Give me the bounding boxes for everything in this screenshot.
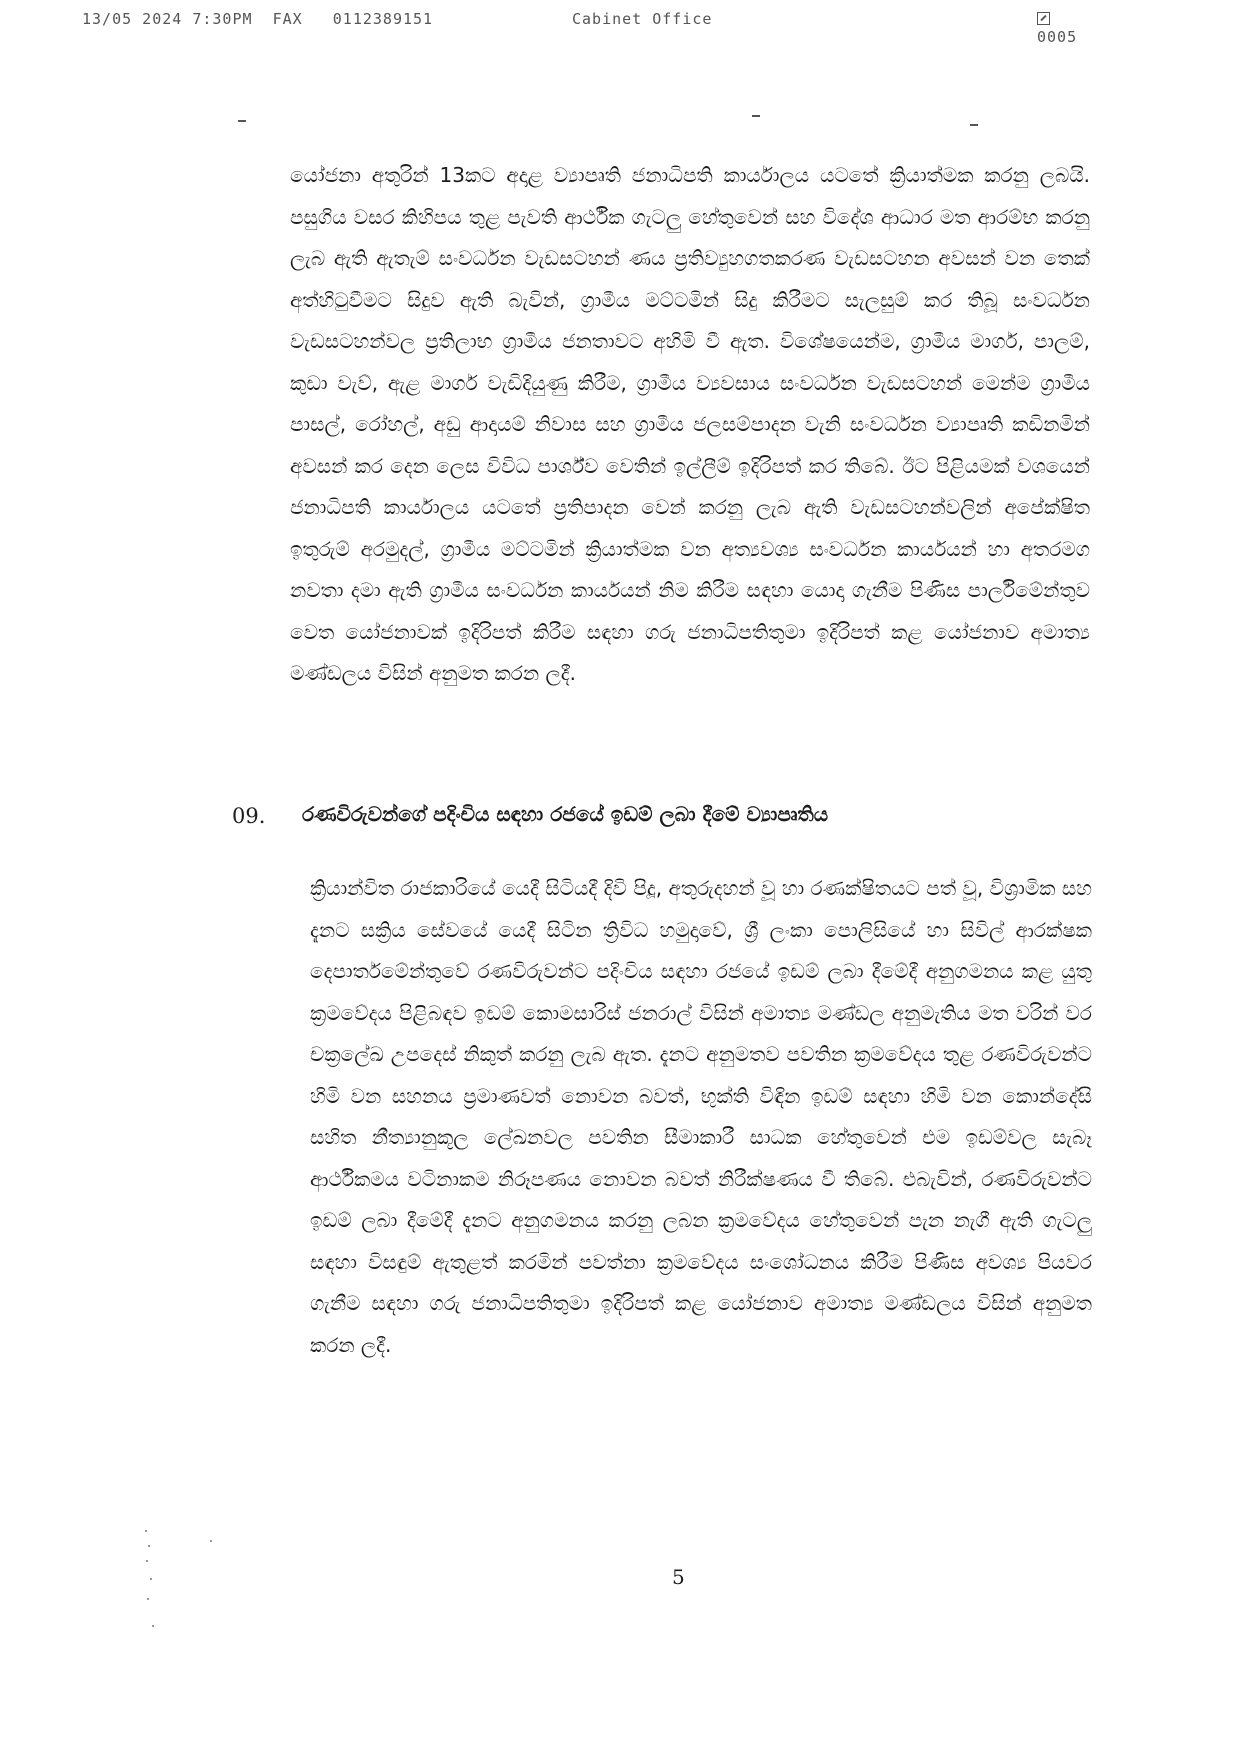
fax-page-code-wrapper [1037,10,1082,46]
scan-speck [147,1598,149,1600]
page-number: 5 [672,1565,685,1589]
scan-dash-mark [238,120,246,122]
scan-speck [146,1560,148,1562]
fax-sender: Cabinet Office [572,10,713,28]
fax-page-code: 0005 [1037,28,1078,46]
continuation-paragraph: යෝජනා අතුරින් 13කට අදාළ ව්‍යාපෘති ජනාධිපති කාර්යාලය යටතේ ක්‍රියාත්මක කරනු ලබයි. පසුගිය වසර කිහිපය තුළ පැවති ආර්ථික ගැටලු හේතුවෙන් සහ විදේශ ආධාර මත ආරම්භ කරනු ලැබ ඇති ඇතැම් සංවර්ධන වැඩසටහන් ණය ප්‍රතිව්‍යුහගතකරණ වැඩසටහන අවසන් වන තෙක් අත්හිටුවීමට සිදුව ඇති බැවින්, ග්‍රාමීය මට්ටමින් සිදු කිරීමට සැලසුම් කර තිබූ සංවර්ධන වැඩසටහන්වල ප්‍රතිලාභ ග්‍රාමීය ජනතාවට අහිමි වී ඇත. විශේෂයෙන්ම, ග්‍රාමීය මාර්ග, පාලම්, කුඩා වැව්, ඇළ මාර්ග වැඩිදියුණු කිරීම, ග්‍රාමීය ව්‍යවසාය සංවර්ධන වැඩසටහන් මෙන්ම ග්‍රාමීය පාසල්, රෝහල්, අඩු ආදායම් නිවාස සහ ග්‍රාමීය ජලසම්පාදන වැනි සංවර්ධන ව්‍යාපෘති කඩිනමින් අවසන් කර දෙන ලෙස විවිධ පාර්ශ්ව වෙතින් ඉල්ලීම් ඉදිරිපත් කර තිබේ. ඊට පිළියමක් වශයෙන් ජනාධිපති කාර්යාලය යටතේ ප්‍රතිපාදන වෙන් කරනු ලැබ ඇති වැඩසටහන්වලින් අපේක්ෂිත ඉතුරුම් අරමුදල්, ග්‍රාමීය මට්ටමින් ක්‍රියාත්මක වන අත්‍යවශ්‍ය සංවර්ධන කාර්යයන් හා අතරමග නවතා දමා ඇති ග්‍රාමීය සංවර්ධන කාර්යයන් නිම කිරීම සඳහා යොදා ගැනීම පිණිස පාර්ලිමේන්තුව වෙත යෝජනාවක් ඉදිරිපත් කිරීම සඳහා ගරු ජනාධිපතිතුමා ඉදිරිපත් කළ යෝජනාව අමාත්‍ය මණ්ඩලය විසින් අනුමත කරන ලදී. [290,163,1090,685]
scan-dash-mark [752,115,760,117]
fax-header [82,10,1082,46]
fax-header-left [82,10,433,28]
fax-number: 0112389151 [332,10,434,28]
scan-speck [148,1545,150,1547]
scan-speck [210,1540,212,1542]
checkbox-icon [1037,12,1050,25]
section-number: 09. [232,804,266,828]
fax-datetime: 13/05 2024 7:30PM [82,10,253,28]
section-09-paragraph: ක්‍රියාන්විත රාජකාරියේ යෙදී සිටියදී දිවි පිදූ, අතුරුදහන් වූ හා රණක්ෂිතයට පත් වූ, විශ්‍රාමික සහ දැනට සක්‍රිය සේවයේ යෙදී සිටින ත්‍රිවිධ හමුදාවේ, ශ්‍රී ලංකා පොලිසියේ හා සිවිල් ආරක්ෂක දෙපාර්තමේන්තුවේ රණවිරුවන්ට පදිංචිය සඳහා රජයේ ඉඩම් ලබා දීමේදී අනුගමනය කළ යුතු ක්‍රමවේදය පිළිබඳව ඉඩම් කොමසාරිස් ජනරාල් විසින් අමාත්‍ය මණ්ඩල අනුමැතිය මත වරින් වර චක්‍රලේඛ උපදෙස් නිකුත් කරනු ලැබ ඇත. දැනට අනුමතව පවතින ක්‍රමවේදය තුළ රණවිරුවන්ට හිමි වන සහනය ප්‍රමාණවත් නොවන බවත්, භුක්ති විඳින ඉඩම් සඳහා හිමි වන කොන්දේසි සහිත නීත්‍යානුකූල ලේඛනවල පවතින සීමාකාරී සාධක හේතුවෙන් එම ඉඩම්වල සැබෑ ආර්ථිකමය වටිනාකම නිරූපණය නොවන බවත් නිරීක්ෂණය වී තිබේ. එබැවින්, රණවිරුවන්ට ඉඩම් ලබා දීමේදී දැනට අනුගමනය කරනු ලබන ක්‍රමවේදය හේතුවෙන් පැන නැගී ඇති ගැටලු සඳහා විසඳුම් ඇතුළත් කරමින් පවත්නා ක්‍රමවේදය සංශෝධනය කිරීම පිණිස අවශ්‍ය පියවර ගැනීම සඳහා ගරු ජනාධිපතිතුමා ඉදිරිපත් කළ යෝජනාව අමාත්‍ය මණ්ඩලය විසින් අනුමත කරන ලදී. [310,876,1092,1357]
fax-label: FAX [272,10,303,28]
scan-dash-mark [970,124,978,126]
section-title: රණවිරුවන්ගේ පදිංචිය සඳහා රජයේ ඉඩම් ලබා දීමේ ව්‍යාපෘතිය [302,802,829,826]
scan-speck [152,1625,154,1627]
scan-speck [150,1578,152,1580]
section-heading [232,800,1102,840]
scan-speck [145,1530,147,1532]
